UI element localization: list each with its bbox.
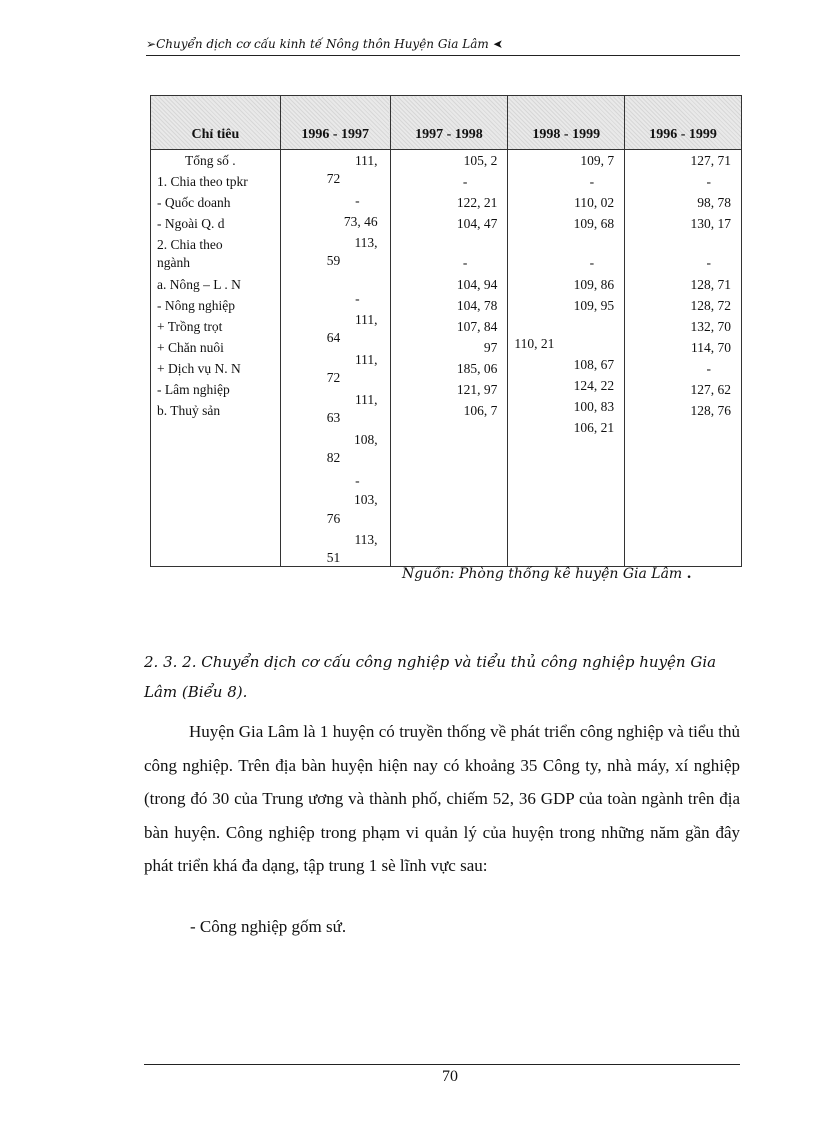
statistics-table: [150, 95, 742, 567]
table-cell: -: [589, 174, 595, 189]
table-body-row: [151, 150, 742, 567]
table-cell: 51: [326, 550, 341, 565]
table-cell: 108, 67: [573, 357, 615, 372]
table-source-note: [402, 566, 692, 582]
column-1996-1997: [280, 150, 390, 567]
table-cell: 105, 2: [463, 153, 498, 168]
page-number: 70: [442, 1068, 458, 1085]
header-title: Chuyển dịch cơ cấu kinh tế Nông thôn Huyện Gia Lâm: [156, 37, 489, 51]
table-cell: Tổng số .: [185, 153, 236, 168]
column-1997-1998: [390, 150, 508, 567]
source-text: Nguồn: Phòng thống kê huyện Gia Lâm: [402, 566, 683, 582]
table-cell: 59: [326, 253, 341, 268]
header-1997-1998: 1997 - 1998: [390, 96, 508, 150]
column-1998-1999: [508, 150, 625, 567]
table-cell: 124, 22: [573, 378, 615, 393]
table-cell: -: [706, 255, 711, 270]
table-cell: 82: [326, 450, 341, 465]
table-cell: -: [462, 174, 468, 189]
table-cell: 97: [483, 340, 498, 355]
table-cell: 113,: [354, 235, 378, 250]
table-cell: 132, 70: [690, 319, 731, 334]
table-cell: -: [706, 361, 711, 376]
running-header: [146, 37, 740, 56]
table-cell: 103,: [353, 492, 378, 507]
table-cell: 72: [326, 171, 341, 186]
table-cell: 76: [326, 511, 341, 526]
table-cell: - Nông nghiệp: [157, 298, 235, 313]
table-cell: ngành: [157, 255, 190, 270]
table-cell: 185, 06: [456, 361, 498, 376]
table-cell: 106, 7: [463, 403, 498, 418]
table-cell: -: [589, 255, 595, 270]
table-cell: 114, 70: [691, 340, 731, 355]
section-heading: 2. 3. 2. Chuyển dịch cơ cấu công nghiệp và tiểu thủ công nghiệp huyện Gia Lâm (Biểu 8).: [144, 653, 717, 701]
table-cell: 121, 97: [456, 382, 498, 397]
table-cell: 107, 84: [456, 319, 498, 334]
table-cell: + Trồng trọt: [157, 319, 223, 334]
table-cell: - Ngoài Q. d: [157, 216, 225, 231]
table-cell: 64: [326, 330, 341, 345]
table-cell: 98, 78: [697, 195, 731, 210]
table-cell: 109, 68: [573, 216, 615, 231]
table-cell: 127, 62: [690, 382, 731, 397]
column-labels: [151, 150, 281, 567]
header-indicator: Chỉ tiêu: [151, 96, 281, 150]
bullet-item: - Công nghiệp gốm sứ.: [190, 917, 347, 936]
arrow-left-icon: ➤: [492, 37, 503, 51]
arrow-right-icon: ➢: [146, 37, 157, 51]
table-cell: 1. Chia theo tpkr: [157, 174, 248, 189]
table-cell: -: [462, 255, 468, 270]
table-cell: 128, 76: [690, 403, 731, 418]
source-dot: .: [686, 566, 692, 582]
table-cell: b. Thuỷ sản: [157, 403, 221, 418]
table-cell: 122, 21: [456, 195, 498, 210]
table-cell: 127, 71: [690, 153, 731, 168]
table-cell: + Dịch vụ N. N: [157, 361, 241, 376]
table-cell: 128, 71: [690, 277, 731, 292]
table-cell: 111,: [354, 352, 378, 367]
header-1996-1999: 1996 - 1999: [625, 96, 742, 150]
table-cell: 110, 21: [514, 336, 555, 351]
table-cell: 104, 47: [456, 216, 498, 231]
table-cell: 106, 21: [573, 420, 615, 435]
table-cell: 111,: [354, 153, 378, 168]
table-cell: 72: [326, 370, 341, 385]
table-cell: -: [355, 193, 360, 208]
table-cell: 100, 83: [573, 399, 615, 414]
column-1996-1999: [625, 150, 742, 567]
header-1996-1997: 1996 - 1997: [280, 96, 390, 150]
table-cell: 63: [326, 410, 341, 425]
table-header-row: [151, 96, 742, 150]
table-cell: -: [355, 473, 360, 488]
table-cell: 111,: [354, 392, 378, 407]
table-cell: -: [706, 174, 711, 189]
table-cell: 104, 94: [456, 277, 498, 292]
table-cell: 73, 46: [343, 214, 378, 229]
table-cell: -: [355, 291, 360, 306]
table-cell: 128, 72: [690, 298, 731, 313]
body-paragraph: Huyện Gia Lâm là 1 huyện có truyền thống về phát triển công nghiệp và tiểu thủ công nghiệp. Trên địa bàn huyện hiện nay có khoảng 35 Công ty, nhà máy, xí nghiệp (trong đó 30 của Trung ương và thành phố, chiếm 52, 36 GDP của toàn ngành trên địa bàn huyện. Công nghiệp trong phạm vi quản lý của huyện trong những năm gần đây phát triển khá đa dạng, tập trung 1 sè lĩnh vực sau:: [144, 722, 740, 875]
table-cell: 104, 78: [456, 298, 498, 313]
table-cell: 2. Chia theo: [157, 237, 223, 252]
table-cell: 111,: [354, 312, 378, 327]
table-cell: 109, 7: [580, 153, 615, 168]
header-1998-1999: 1998 - 1999: [508, 96, 625, 150]
table-cell: + Chăn nuôi: [157, 340, 224, 355]
table-cell: 130, 17: [690, 216, 731, 231]
table-cell: 113,: [354, 532, 378, 547]
table-cell: 108,: [353, 432, 378, 447]
table-cell: 109, 86: [573, 277, 615, 292]
table-cell: - Lâm nghiệp: [157, 382, 230, 397]
table-cell: - Quốc doanh: [157, 195, 231, 210]
table-cell: 109, 95: [573, 298, 615, 313]
table-cell: 110, 02: [574, 195, 615, 210]
footer-divider: [144, 1064, 740, 1065]
table-cell: a. Nông – L . N: [157, 277, 241, 292]
